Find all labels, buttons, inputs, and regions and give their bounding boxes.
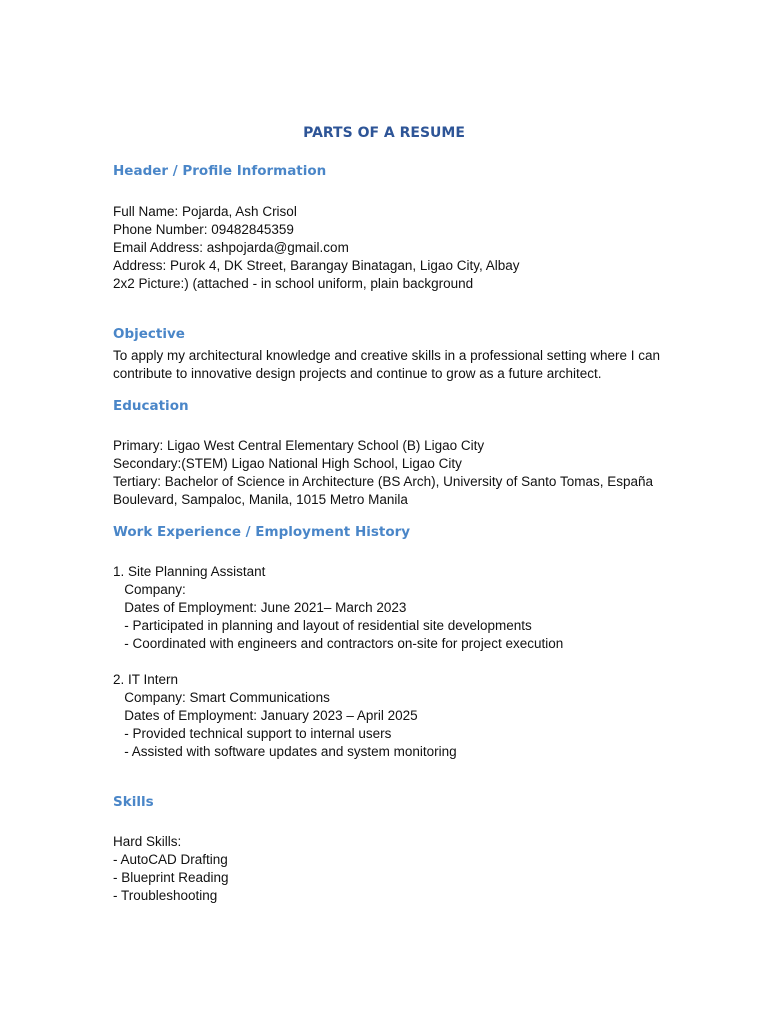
profile-email: Email Address: ashpojarda@gmail.com <box>113 240 349 255</box>
job2-duty: - Assisted with software updates and system monitoring <box>113 744 457 759</box>
education-primary: Primary: Ligao West Central Elementary School (B) Ligao City <box>113 438 485 453</box>
objective-line: To apply my architectural knowledge and creative skills in a professional setting where I can <box>113 348 661 363</box>
skills-subheading: Hard Skills: <box>113 834 182 849</box>
section-heading-education: Education <box>113 398 189 414</box>
job2-duty: - Provided technical support to internal users <box>113 726 392 741</box>
objective-line: contribute to innovative design projects and continue to grow as a future architect. <box>113 366 602 381</box>
profile-picture-note: 2x2 Picture:) (attached - in school uniform, plain background <box>113 276 474 291</box>
skill-item: - AutoCAD Drafting <box>113 852 228 867</box>
skill-item: - Troubleshooting <box>113 888 218 903</box>
profile-full-name: Full Name: Pojarda, Ash Crisol <box>113 204 297 219</box>
job2-dates: Dates of Employment: January 2023 – April 2025 <box>113 708 418 723</box>
section-heading-skills: Skills <box>113 794 154 810</box>
section-heading-profile: Header / Profile Information <box>113 163 327 179</box>
education-tertiary: Tertiary: Bachelor of Science in Architecture (BS Arch), University of Santo Tomas, España <box>113 474 653 489</box>
job1-duty: - Participated in planning and layout of residential site developments <box>113 618 532 633</box>
job2-company: Company: Smart Communications <box>113 690 330 705</box>
job1-duty: - Coordinated with engineers and contractors on-site for project execution <box>113 636 564 651</box>
job1-dates: Dates of Employment: June 2021– March 2023 <box>113 600 407 615</box>
job2-title: 2. IT Intern <box>113 672 179 687</box>
education-secondary: Secondary:(STEM) Ligao National High School, Ligao City <box>113 456 462 471</box>
section-heading-work: Work Experience / Employment History <box>113 524 411 540</box>
job1-company: Company: <box>113 582 186 597</box>
job1-title: 1. Site Planning Assistant <box>113 564 266 579</box>
profile-address: Address: Purok 4, DK Street, Barangay Binatagan, Ligao City, Albay <box>113 258 520 273</box>
education-tertiary-continued: Boulevard, Sampaloc, Manila, 1015 Metro Manila <box>113 492 408 507</box>
profile-phone: Phone Number: 09482845359 <box>113 222 294 237</box>
page-title: PARTS OF A RESUME <box>303 125 465 141</box>
skill-item: - Blueprint Reading <box>113 870 229 885</box>
section-heading-objective: Objective <box>113 326 185 342</box>
